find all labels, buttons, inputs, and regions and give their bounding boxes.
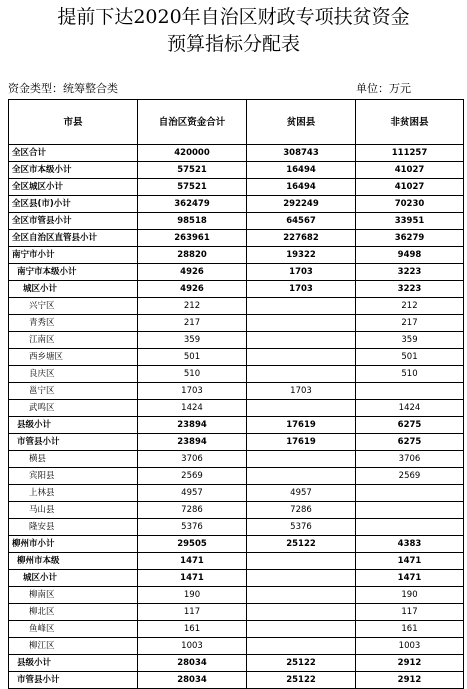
row-nonpoor-cell: 33951 [356,213,464,230]
row-total-cell: 420000 [138,145,247,162]
row-nonpoor-cell: 510 [356,366,464,383]
row-name-cell: 全区市管县小计 [9,213,138,230]
row-nonpoor-cell: 6275 [356,417,464,434]
row-name-cell: 江南区 [9,332,138,349]
row-total-cell: 161 [138,621,247,638]
row-name-cell: 南宁市小计 [9,247,138,264]
row-total-cell: 117 [138,604,247,621]
row-name-cell: 隆安县 [9,519,138,536]
row-total-cell: 1471 [138,570,247,587]
table-row [9,213,464,230]
row-total-cell: 190 [138,587,247,604]
row-name-cell: 兴宁区 [9,298,138,315]
table-row [9,349,464,366]
row-nonpoor-cell: 3706 [356,451,464,468]
table-row [9,570,464,587]
table-row [9,502,464,519]
unit-label: 单位：万元 [356,82,411,95]
row-total-cell: 98518 [138,213,247,230]
row-nonpoor-cell: 4383 [356,536,464,553]
table-row [9,434,464,451]
row-nonpoor-cell: 212 [356,298,464,315]
row-poor-cell [247,587,356,604]
row-poor-cell: 1703 [247,264,356,281]
table-header-row [9,100,464,145]
row-name-cell: 上林县 [9,485,138,502]
row-nonpoor-cell: 117 [356,604,464,621]
row-total-cell: 23894 [138,434,247,451]
row-nonpoor-cell: 2912 [356,672,464,689]
row-nonpoor-cell: 217 [356,315,464,332]
row-nonpoor-cell: 1424 [356,400,464,417]
row-name-cell: 邕宁区 [9,383,138,400]
row-name-cell: 柳州市本级 [9,553,138,570]
row-nonpoor-cell: 3223 [356,281,464,298]
table-row [9,485,464,502]
table-row [9,536,464,553]
row-poor-cell: 25122 [247,536,356,553]
row-poor-cell [247,332,356,349]
table-row [9,315,464,332]
document-title-line1: 提前下达2020年自治区财政专项扶贫资金 [57,6,410,28]
row-poor-cell [247,349,356,366]
table-row [9,179,464,196]
row-name-cell: 西乡塘区 [9,349,138,366]
row-total-cell: 263961 [138,230,247,247]
table-row [9,162,464,179]
row-total-cell: 57521 [138,179,247,196]
row-total-cell: 57521 [138,162,247,179]
header-total: 自治区资金合计 [138,100,247,145]
row-name-cell: 横县 [9,451,138,468]
header-nonpoor-county: 非贫困县 [356,100,464,145]
row-name-cell: 柳北区 [9,604,138,621]
table-row [9,672,464,689]
table-row [9,638,464,655]
document-title-line2: 预算指标分配表 [166,33,300,55]
row-name-cell: 武鸣区 [9,400,138,417]
row-nonpoor-cell: 70230 [356,196,464,213]
row-nonpoor-cell [356,519,464,536]
row-nonpoor-cell: 359 [356,332,464,349]
row-name-cell: 城区小计 [9,281,138,298]
row-total-cell: 28820 [138,247,247,264]
row-poor-cell: 19322 [247,247,356,264]
table-row [9,196,464,213]
row-name-cell: 全区合计 [9,145,138,162]
row-poor-cell [247,468,356,485]
row-nonpoor-cell: 41027 [356,179,464,196]
row-poor-cell: 25122 [247,672,356,689]
row-nonpoor-cell: 41027 [356,162,464,179]
row-total-cell: 2569 [138,468,247,485]
table-row [9,332,464,349]
row-poor-cell: 4957 [247,485,356,502]
row-total-cell: 1703 [138,383,247,400]
row-nonpoor-cell: 190 [356,587,464,604]
table-row [9,230,464,247]
row-total-cell: 510 [138,366,247,383]
row-name-cell: 马山县 [9,502,138,519]
row-nonpoor-cell [356,502,464,519]
row-total-cell: 501 [138,349,247,366]
row-poor-cell [247,451,356,468]
row-poor-cell: 64567 [247,213,356,230]
header-region: 市县 [9,100,138,145]
row-total-cell: 4926 [138,264,247,281]
row-nonpoor-cell: 1471 [356,570,464,587]
row-total-cell: 362479 [138,196,247,213]
row-poor-cell: 292249 [247,196,356,213]
row-total-cell: 212 [138,298,247,315]
table-row [9,417,464,434]
row-poor-cell [247,553,356,570]
table-row [9,604,464,621]
table-row [9,281,464,298]
row-total-cell: 7286 [138,502,247,519]
row-nonpoor-cell: 6275 [356,434,464,451]
row-total-cell: 5376 [138,519,247,536]
row-name-cell: 柳南区 [9,587,138,604]
row-nonpoor-cell [356,383,464,400]
row-nonpoor-cell: 1471 [356,553,464,570]
row-nonpoor-cell [356,485,464,502]
row-total-cell: 23894 [138,417,247,434]
row-nonpoor-cell: 111257 [356,145,464,162]
row-name-cell: 柳州市小计 [9,536,138,553]
row-poor-cell: 16494 [247,162,356,179]
row-nonpoor-cell: 9498 [356,247,464,264]
row-name-cell: 青秀区 [9,315,138,332]
header-poor-county: 贫困县 [247,100,356,145]
table-row [9,655,464,672]
row-poor-cell: 1703 [247,383,356,400]
table-row [9,298,464,315]
row-name-cell: 全区自治区直管县小计 [9,230,138,247]
table-row [9,519,464,536]
table-row [9,264,464,281]
row-name-cell: 全区城区小计 [9,179,138,196]
row-total-cell: 4926 [138,281,247,298]
row-poor-cell [247,366,356,383]
row-poor-cell [247,604,356,621]
row-poor-cell: 227682 [247,230,356,247]
row-poor-cell [247,621,356,638]
row-name-cell: 全区县(市)小计 [9,196,138,213]
row-total-cell: 29505 [138,536,247,553]
row-poor-cell: 17619 [247,434,356,451]
row-poor-cell: 7286 [247,502,356,519]
row-nonpoor-cell: 1003 [356,638,464,655]
row-poor-cell [247,638,356,655]
row-name-cell: 鱼峰区 [9,621,138,638]
row-name-cell: 市管县小计 [9,672,138,689]
row-nonpoor-cell: 36279 [356,230,464,247]
table-body [9,145,464,689]
row-poor-cell [247,298,356,315]
row-name-cell: 县级小计 [9,655,138,672]
row-poor-cell: 25122 [247,655,356,672]
row-poor-cell [247,315,356,332]
row-total-cell: 1471 [138,553,247,570]
table-row [9,366,464,383]
row-nonpoor-cell: 501 [356,349,464,366]
row-total-cell: 217 [138,315,247,332]
fund-type-label: 资金类型：统筹整合类 [8,82,118,95]
row-nonpoor-cell: 3223 [356,264,464,281]
row-total-cell: 1424 [138,400,247,417]
row-nonpoor-cell: 161 [356,621,464,638]
row-name-cell: 良庆区 [9,366,138,383]
table-row [9,400,464,417]
row-poor-cell: 5376 [247,519,356,536]
row-poor-cell [247,570,356,587]
row-total-cell: 359 [138,332,247,349]
table-row [9,553,464,570]
row-poor-cell: 1703 [247,281,356,298]
table-row [9,468,464,485]
row-poor-cell: 17619 [247,417,356,434]
row-poor-cell: 16494 [247,179,356,196]
row-total-cell: 28034 [138,672,247,689]
row-name-cell: 宾阳县 [9,468,138,485]
row-name-cell: 市管县小计 [9,434,138,451]
row-name-cell: 县级小计 [9,417,138,434]
row-total-cell: 1003 [138,638,247,655]
row-name-cell: 南宁市本级小计 [9,264,138,281]
row-total-cell: 4957 [138,485,247,502]
table-row [9,587,464,604]
row-total-cell: 3706 [138,451,247,468]
row-name-cell: 柳江区 [9,638,138,655]
row-total-cell: 28034 [138,655,247,672]
row-poor-cell [247,400,356,417]
row-name-cell: 城区小计 [9,570,138,587]
table-row [9,451,464,468]
table-row [9,145,464,162]
row-nonpoor-cell: 2912 [356,655,464,672]
table-row [9,383,464,400]
allocation-table [8,99,464,689]
row-poor-cell: 308743 [247,145,356,162]
row-name-cell: 全区市本级小计 [9,162,138,179]
row-nonpoor-cell: 2569 [356,468,464,485]
table-row [9,247,464,264]
table-row [9,621,464,638]
